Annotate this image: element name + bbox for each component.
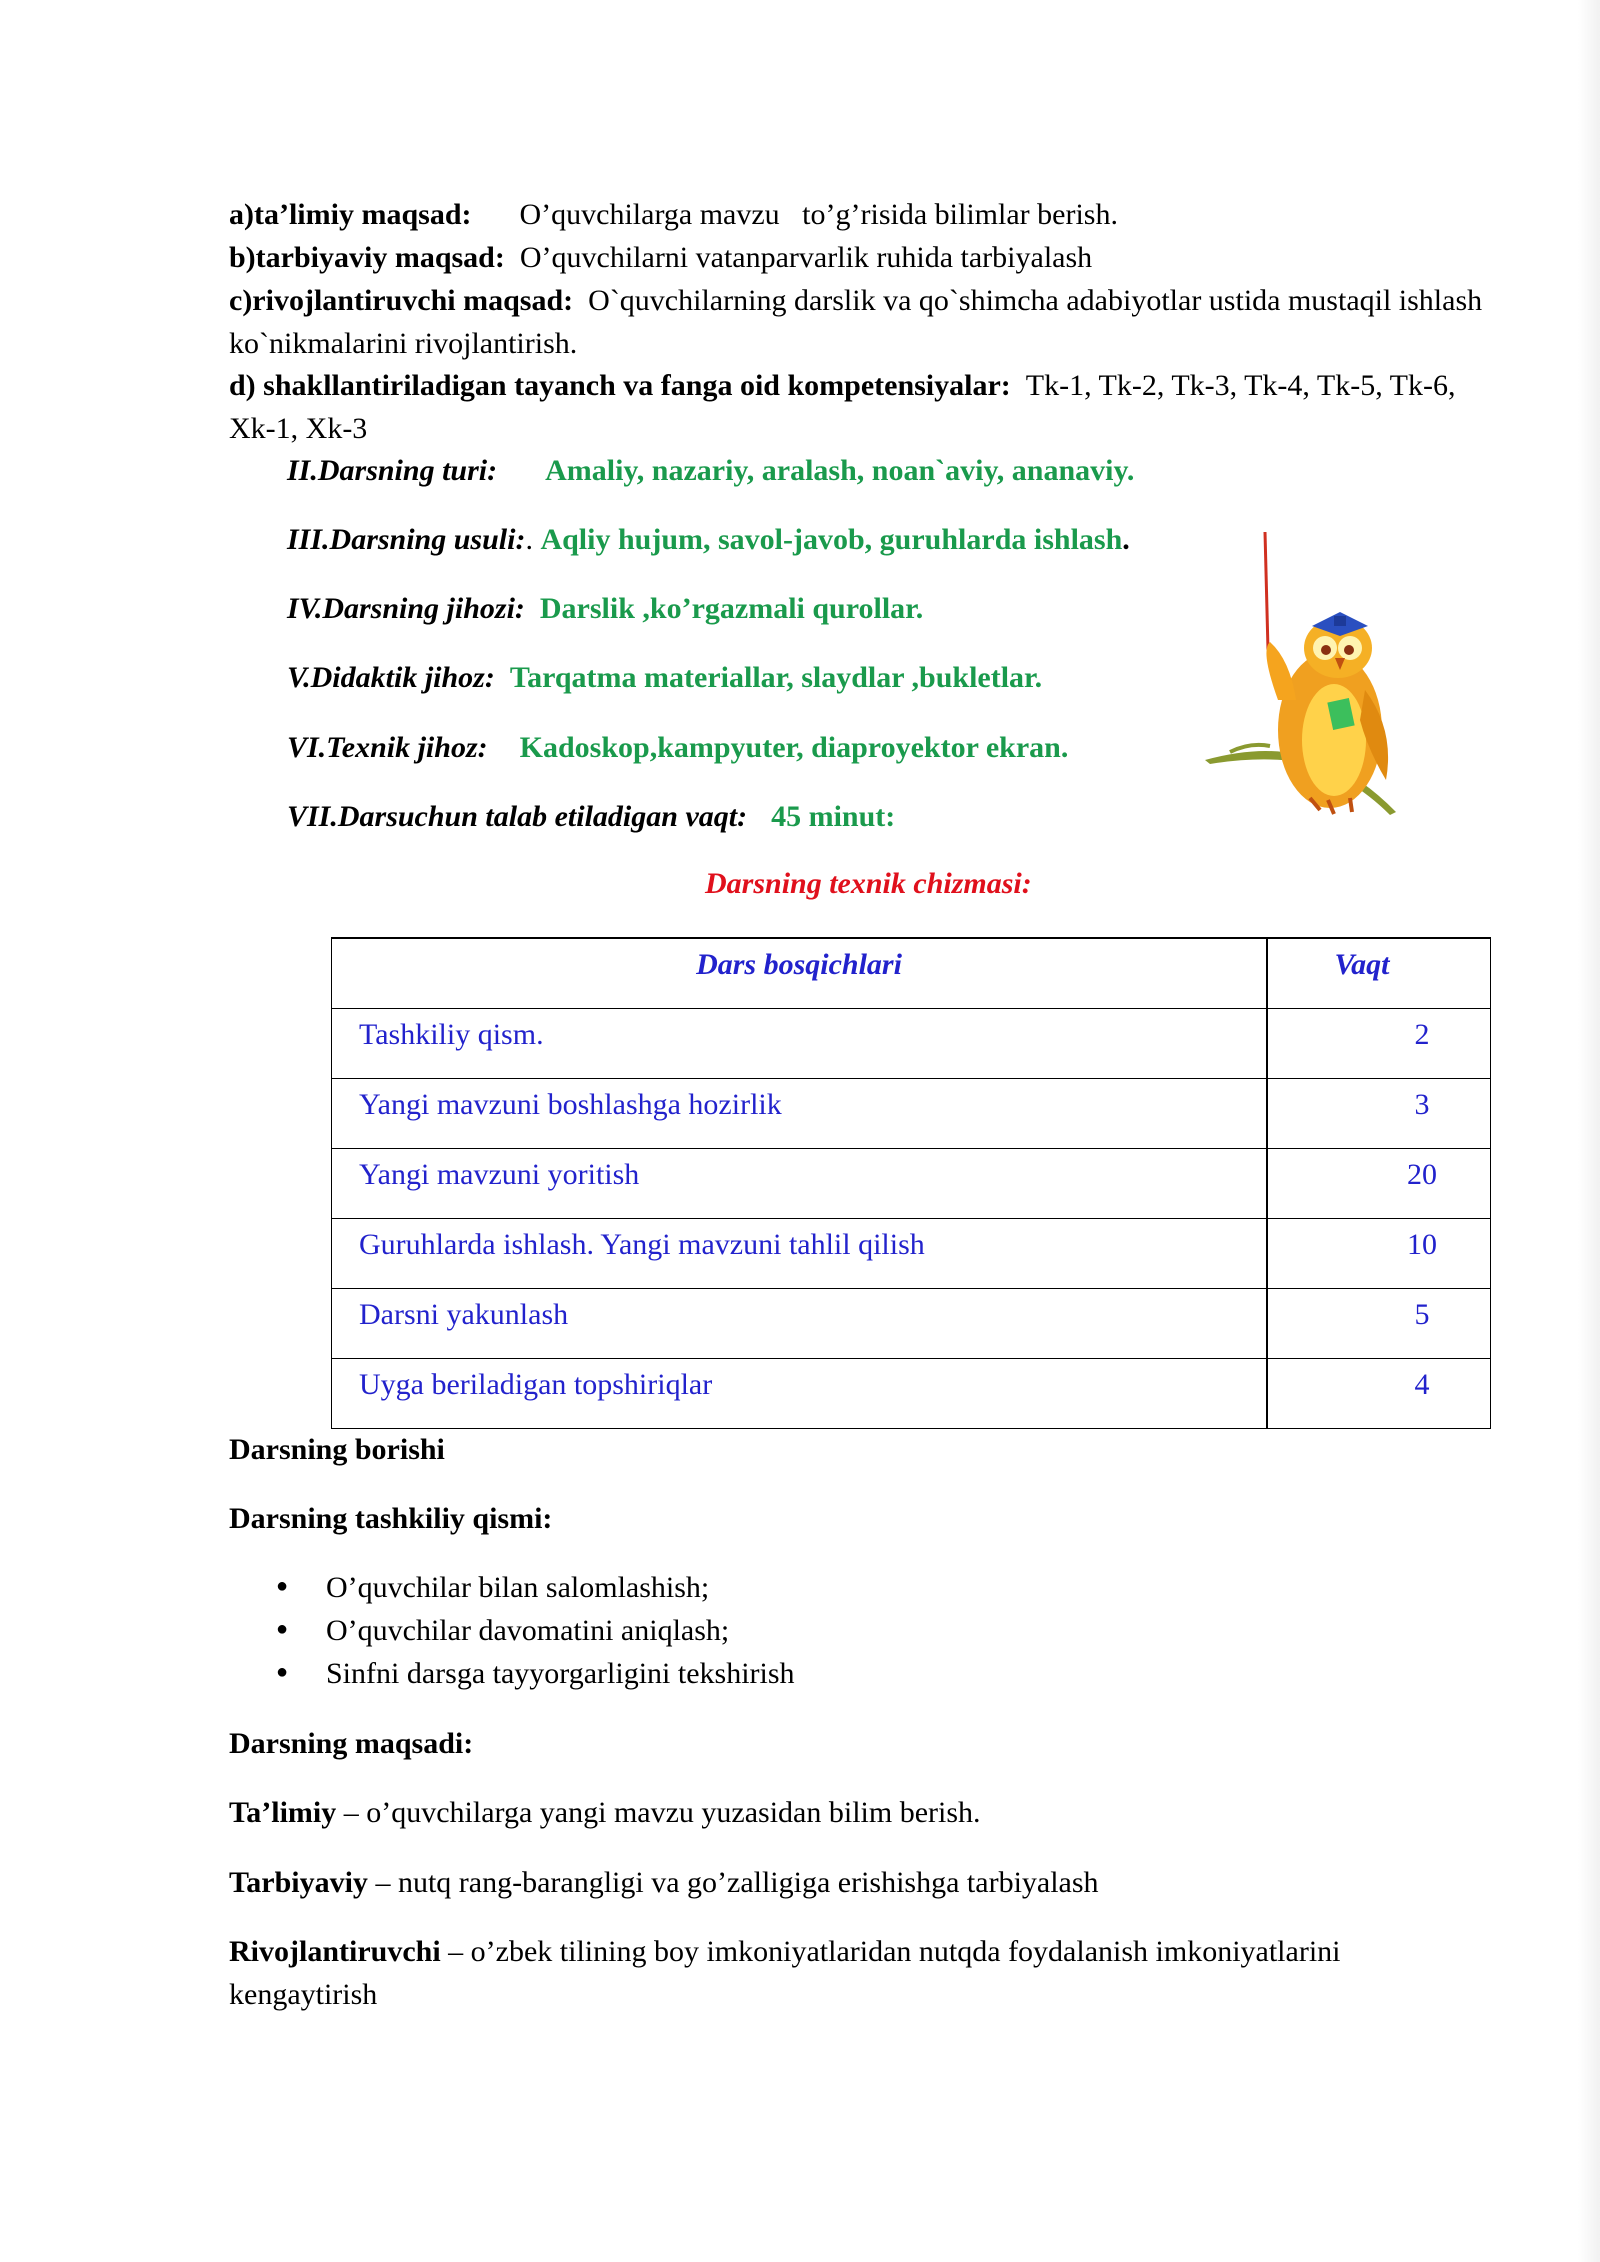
goal-b-label: b)tarbiyaviy maqsad: — [229, 241, 505, 274]
stage-name: Yangi mavzuni boshlashga hozirlik — [359, 1088, 782, 1121]
aim-text: – nutq rang-barangligi va go’zalligiga erishishga tarbiyalash — [367, 1866, 1099, 1899]
lesson-time-label: VII.Darsuchun talab etiladigan vaqt: — [287, 800, 748, 833]
maqsadi-heading-text: Darsning maqsadi: — [229, 1727, 474, 1760]
lesson-technical — [287, 726, 1068, 769]
goal-a-label: a)ta’limiy maqsad: — [229, 198, 472, 231]
lesson-method-prefix: . — [525, 523, 541, 556]
lesson-didactic — [287, 656, 1042, 699]
table-row — [332, 1358, 1490, 1428]
aim-educational — [229, 1791, 981, 1834]
lesson-type-label: II.Darsning turi: — [287, 454, 498, 487]
organizational-list — [270, 1566, 795, 1695]
lesson-equipment-value: Darslik ,ko’rgazmali qurollar. — [539, 592, 924, 625]
lesson-method-label: III.Darsning usuli: — [287, 523, 526, 556]
stage-name: Tashkiliy qism. — [359, 1018, 544, 1051]
table-row — [332, 1008, 1490, 1078]
goal-d-text: Tk-1, Tk-2, Tk-3, Tk-4, Tk-5, Tk-6, Xk-1, Xk-3 — [229, 369, 1456, 445]
lesson-method-suffix: . — [1122, 523, 1130, 556]
lesson-time-value: 45 minut: — [771, 800, 896, 833]
goal-c-text: O`quvchilarning darslik va qo`shimcha adabiyotlar ustida mustaqil ishlash ko`nikmalarini rivojlantirish. — [229, 284, 1483, 360]
stage-time: 10 — [1407, 1228, 1437, 1261]
stage-name: Darsni yakunlash — [359, 1298, 569, 1331]
lesson-didactic-value: Tarqatma materiallar, slaydlar ,bukletlar. — [509, 661, 1043, 694]
lesson-equipment — [287, 587, 923, 630]
lesson-type-value: Amaliy, nazariy, aralash, noan`aviy, ananaviy. — [545, 454, 1135, 487]
stage-time: 5 — [1414, 1298, 1430, 1331]
list-item: ● O’quvchilar davomatini aniqlash; — [270, 1609, 795, 1652]
goal-b — [229, 236, 1092, 279]
lesson-didactic-label: V.Didaktik jihoz: — [287, 661, 495, 694]
stage-name: Guruhlarda ishlash. Yangi mavzuni tahlil qilish — [359, 1228, 925, 1261]
lesson-time — [287, 795, 895, 838]
aim-upbringing — [229, 1861, 1099, 1904]
stage-name: Uyga beriladigan topshiriqlar — [359, 1368, 713, 1401]
stage-time: 3 — [1414, 1088, 1430, 1121]
header-stages: Dars bosqichlari — [696, 948, 902, 981]
table-title: Darsning texnik chizmasi: — [705, 867, 1032, 900]
aim-developmental — [229, 1930, 1479, 2016]
maqsadi-heading — [229, 1722, 473, 1765]
lesson-type — [287, 449, 1134, 492]
lesson-method-value: Aqliy hujum, savol-javob, guruhlarda ishlash — [540, 523, 1123, 556]
stage-name: Yangi mavzuni yoritish — [359, 1158, 640, 1191]
goal-a-text: O’quvchilarga mavzu to’g’risida bilimlar berish. — [519, 198, 1118, 231]
borishi-heading — [229, 1428, 445, 1471]
stage-time: 4 — [1414, 1368, 1430, 1401]
page-edge-shadow — [1578, 0, 1600, 2262]
table-row — [332, 1078, 1490, 1148]
goal-d — [229, 364, 1489, 450]
owl-teacher-illustration — [1200, 530, 1400, 820]
goal-c-label: c)rivojlantiruvchi maqsad: — [229, 284, 574, 317]
goal-c — [229, 279, 1489, 365]
goal-b-text: O’quvchilarni vatanparvarlik ruhida tarbiyalash — [519, 241, 1093, 274]
list-item: ● O’quvchilar bilan salomlashish; — [270, 1566, 795, 1609]
aim-text: – o’zbek tilining boy imkoniyatlaridan nutqda foydalanish imkoniyatlarini kengaytirish — [229, 1935, 1341, 2011]
stage-time: 2 — [1414, 1018, 1430, 1051]
tashkiliy-heading — [229, 1497, 552, 1540]
table-header-row — [332, 938, 1490, 1008]
lesson-technical-value: Kadoskop,kampyuter, diaproyektor ekran. — [519, 731, 1069, 764]
table-row — [332, 1148, 1490, 1218]
tashkiliy-heading-text: Darsning tashkiliy qismi: — [229, 1502, 553, 1535]
lesson-equipment-label: IV.Darsning jihozi: — [287, 592, 525, 625]
list-item: ● Sinfni darsga tayyorgarligini tekshirish — [270, 1652, 795, 1695]
aim-label: Rivojlantiruvchi — [229, 1935, 441, 1968]
aim-text: – o’quvchilarga yangi mavzu yuzasidan bilim berish. — [336, 1796, 981, 1829]
table-row — [332, 1218, 1490, 1288]
aim-label: Tarbiyaviy — [229, 1866, 368, 1899]
stage-time: 20 — [1407, 1158, 1437, 1191]
lesson-technical-label: VI.Texnik jihoz: — [287, 731, 488, 764]
aim-label: Ta’limiy — [229, 1796, 337, 1829]
header-time: Vaqt — [1334, 948, 1390, 981]
lesson-plan-table — [331, 937, 1491, 1429]
borishi-heading-text: Darsning borishi — [229, 1433, 445, 1466]
goal-a — [229, 193, 1118, 236]
lesson-method — [287, 518, 1130, 561]
table-row — [332, 1288, 1490, 1358]
goal-d-label: d) shakllantiriladigan tayanch va fanga oid kompetensiyalar: — [229, 369, 1011, 402]
